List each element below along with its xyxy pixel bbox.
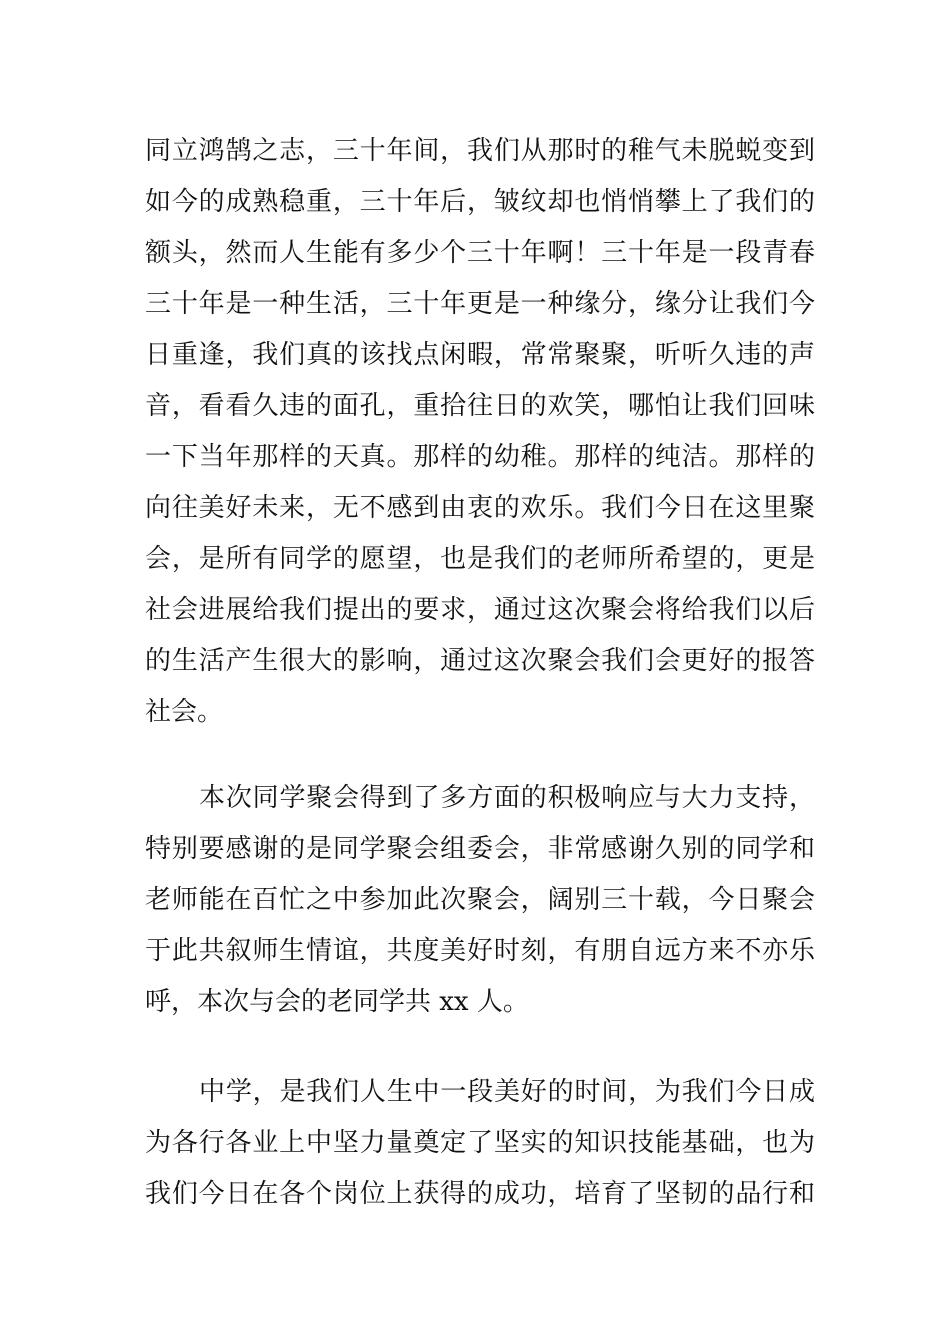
text-line: 音，看看久违的面孔，重拾往日的欢笑，哪怕让我们回味: [145, 391, 815, 421]
text-line: 一下当年那样的天真。那样的幼稚。那样的纯洁。那样的: [145, 442, 815, 472]
text-line: 于此共叙师生情谊，共度美好时刻，有朋自远方来不亦乐: [145, 936, 815, 966]
text-line: 的生活产生很大的影响，通过这次聚会我们会更好的报答: [145, 646, 815, 676]
text-line: 日重逢，我们真的该找点闲暇，常常聚聚，听听久违的声: [145, 340, 815, 370]
text-line: 社会进展给我们提出的要求，通过这次聚会将给我们以后: [145, 595, 815, 625]
paragraph-acknowledgements: [145, 773, 815, 1028]
text-line: 老师能在百忙之中参加此次聚会，阔别三十载，今日聚会: [145, 885, 815, 915]
text-line: 向往美好未来，无不感到由衷的欢乐。我们今日在这里聚: [145, 493, 815, 523]
text-line: 呼，本次与会的老同学共 xx 人。: [145, 987, 529, 1017]
text-line: 如今的成熟稳重，三十年后，皱纹却也悄悄攀上了我们的: [145, 187, 815, 217]
text-line: 为各行各业上中坚力量奠定了坚实的知识技能基础，也为: [145, 1128, 815, 1158]
text-line: 会，是所有同学的愿望，也是我们的老师所希望的，更是: [145, 544, 815, 574]
text-line: 社会。: [145, 697, 224, 727]
text-line: 三十年是一种生活，三十年更是一种缘分，缘分让我们今: [145, 289, 815, 319]
paragraph-reunion-reflection: [145, 126, 815, 738]
text-line: 我们今日在各个岗位上获得的成功，培育了坚韧的品行和: [145, 1179, 815, 1209]
text-line: 额头，然而人生能有多少个三十年啊！三十年是一段青春: [145, 238, 815, 268]
text-line: 本次同学聚会得到了多方面的积极响应与大力支持，: [199, 783, 815, 813]
text-line: 同立鸿鹄之志，三十年间，我们从那时的稚气未脱蜕变到: [145, 136, 815, 166]
paragraph-middle-school: [145, 1067, 815, 1220]
text-line: 特别要感谢的是同学聚会组委会，非常感谢久别的同学和: [145, 834, 815, 864]
text-line: 中学，是我们人生中一段美好的时间，为我们今日成: [199, 1077, 815, 1107]
